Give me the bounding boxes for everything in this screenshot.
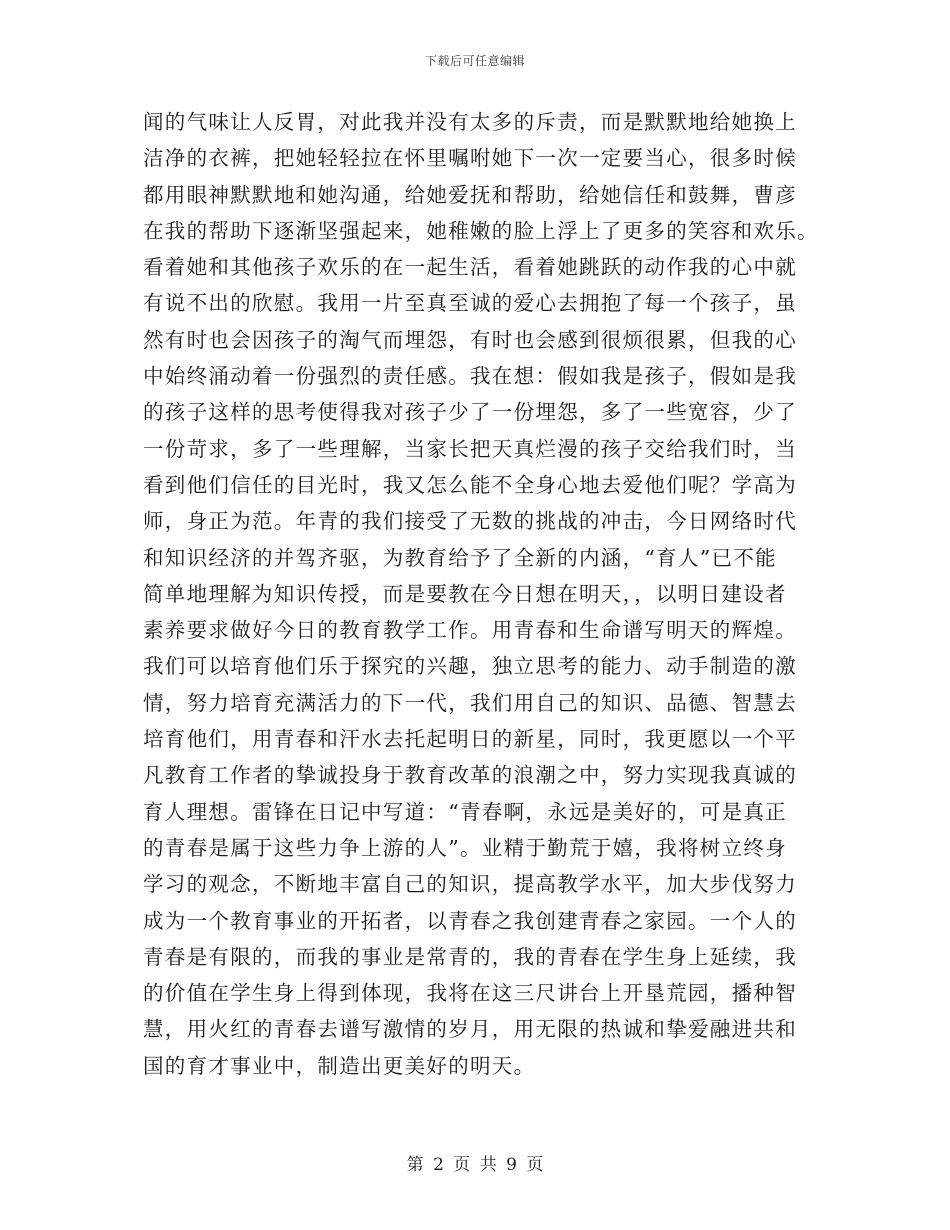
text-line: 师，身正为范。年青的我们接受了无数的挑战的冲击，今日网络时代 [143, 509, 797, 534]
text-line: 一份苛求，多了一些理解，当家长把天真烂漫的孩子交给我们时，当 [143, 436, 797, 461]
text-line: 我们可以培育他们乐于探究的兴趣，独立思考的能力、动手制造的激 [143, 654, 797, 679]
text-line: 闻的气味让人反胃，对此我并没有太多的斥责，而是默默地给她换上 [143, 110, 797, 134]
text-line: 凡教育工作者的挚诚投身于教育改革的浪潮之中，努力实现我真诚的 [143, 763, 797, 788]
text-line: 都用眼神默默地和她沟通，给她爱抚和帮助，给她信任和鼓舞，曹彦 [143, 182, 797, 207]
text-line: 在我的帮助下逐渐坚强起来，她稚嫩的脸上浮上了更多的笑容和欢乐。 [143, 218, 819, 243]
text-line: 简单地理解为知识传授，而是要教在今日想在明天，，以明日建设者 [143, 581, 787, 606]
text-line: 有说不出的欣慰。我用一片至真至诚的爱心去拥抱了每一个孩子，虽 [143, 291, 797, 316]
document-body [143, 104, 819, 1084]
text-line: 洁净的衣裤，把她轻轻拉在怀里嘱咐她下一次一定要当心，很多时候 [143, 146, 797, 171]
page-number: 第 2 页 共 9 页 [406, 1155, 544, 1175]
text-line: 育人理想。雷锋在日记中写道：“青春啊，永远是美好的，可是真正 [143, 799, 787, 824]
text-line: 成为一个教育事业的开拓者，以青春之我创建青春之家园。一个人的 [143, 908, 797, 933]
text-line: 学习的观念，不断地丰富自己的知识，提高教学水平，加大步伐努力 [143, 872, 797, 897]
text-line: 慧，用火红的青春去谱写激情的岁月，用无限的热诚和挚爱融进共和 [143, 1017, 797, 1042]
text-line: 的价值在学生身上得到体现，我将在这三尺讲台上开垦荒园，播种智 [143, 981, 797, 1006]
text-line: 情，努力培育充满活力的下一代，我们用自己的知识、品德、智慧去 [143, 690, 797, 715]
text-line: 素养要求做好今日的教育教学工作。用青春和生命谱写明天的辉煌。 [143, 618, 797, 643]
text-line: 然有时也会因孩子的淘气而埋怨，有时也会感到很烦很累，但我的心 [143, 327, 797, 352]
text-line: 和知识经济的并驾齐驱，为教育给予了全新的内涵，“育人”已不能 [143, 545, 777, 570]
text-line: 中始终涌动着一份强烈的责任感。我在想：假如我是孩子，假如是我 [143, 364, 797, 389]
text-line: 的青春是属于这些力争上游的人”。业精于勤荒于嬉，我将树立终身 [143, 835, 787, 860]
text-line: 看到他们信任的目光时，我又怎么能不全身心地去爱他们呢？学高为 [143, 472, 797, 497]
text-line: 青春是有限的，而我的事业是常青的，我的青春在学生身上延续，我 [143, 944, 797, 969]
text-line: 看着她和其他孩子欢乐的在一起生活，看着她跳跃的动作我的心中就 [143, 255, 797, 280]
text-line: 的孩子这样的思考使得我对孩子少了一份埋怨，多了一些宽容，少了 [143, 400, 797, 425]
text-line: 国的育才事业中，制造出更美好的明天。 [143, 1053, 536, 1078]
text-line: 培育他们，用青春和汗水去托起明日的新星，同时，我更愿以一个平 [143, 727, 797, 752]
page-header-note: 下载后可任意编辑 [424, 54, 525, 68]
